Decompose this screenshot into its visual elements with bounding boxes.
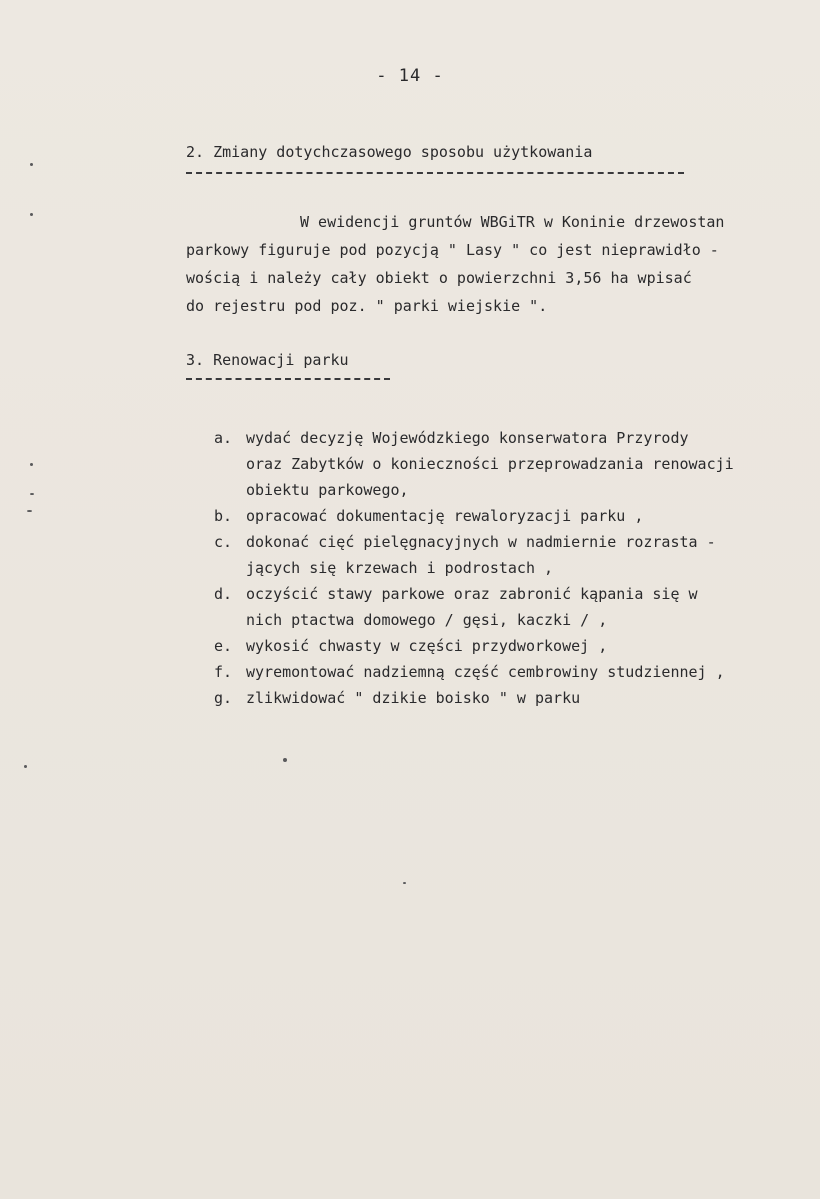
list-item-text: wydać decyzję Wojewódzkiego konserwatora Przyrody	[246, 429, 689, 447]
list-item-text: wykosić chwasty w części przydworkowej ,	[246, 637, 608, 655]
section-3-underline	[186, 378, 390, 380]
scan-speck	[30, 213, 33, 216]
paragraph-line: parkowy figuruje pod pozycją " Lasy " co jest nieprawidło -	[186, 241, 719, 259]
renovation-list	[214, 425, 814, 711]
list-item	[214, 503, 814, 529]
list-marker: e.	[214, 637, 233, 655]
list-marker: f.	[214, 663, 233, 681]
list-item-text: oraz Zabytków o konieczności przeprowadzania renowacji	[246, 455, 734, 473]
list-item-text: jących się krzewach i podrostach ,	[246, 559, 554, 577]
scan-speck	[30, 463, 33, 466]
list-item	[214, 659, 814, 685]
list-item	[214, 633, 814, 659]
list-item-text: oczyścić stawy parkowe oraz zabronić kąpania się w	[246, 585, 698, 603]
list-item	[214, 581, 814, 633]
list-item-text: wyremontować nadziemną część cembrowiny studziennej ,	[246, 663, 725, 681]
section-2-paragraph	[186, 208, 786, 320]
list-item-text: dokonać cięć pielęgnacyjnych w nadmiernie rozrasta -	[246, 533, 716, 551]
list-item	[214, 685, 814, 711]
section-2-underline	[186, 172, 684, 174]
list-marker: c.	[214, 533, 233, 551]
paragraph-line: wością i należy cały obiekt o powierzchni 3,56 ha wpisać	[186, 269, 692, 287]
page-number: - 14 -	[376, 66, 444, 86]
list-marker: b.	[214, 507, 233, 525]
section-3-heading: 3. Renowacji parku	[186, 351, 349, 369]
paragraph-line: W ewidencji gruntów WBGiTR w Koninie drzewostan	[300, 213, 725, 231]
list-marker: g.	[214, 689, 233, 707]
scan-speck	[30, 493, 34, 495]
list-item-text: obiektu parkowego,	[246, 481, 409, 499]
list-marker: a.	[214, 429, 233, 447]
section-2-heading: 2. Zmiany dotychczasowego sposobu użytkowania	[186, 143, 593, 161]
list-item-text: zlikwidować " dzikie boisko " w parku	[246, 689, 581, 707]
list-marker: d.	[214, 585, 233, 603]
scan-speck	[283, 758, 287, 762]
scan-speck	[27, 510, 32, 512]
list-item	[214, 425, 814, 503]
list-item-text: nich ptactwa domowego / gęsi, kaczki / ,	[246, 611, 608, 629]
list-item-text: opracować dokumentację rewaloryzacji parku ,	[246, 507, 644, 525]
scan-speck	[403, 882, 406, 884]
scan-speck	[24, 765, 27, 768]
scan-speck	[30, 163, 33, 166]
list-item	[214, 529, 814, 581]
paragraph-line: do rejestru pod poz. " parki wiejskie ".	[186, 297, 548, 315]
